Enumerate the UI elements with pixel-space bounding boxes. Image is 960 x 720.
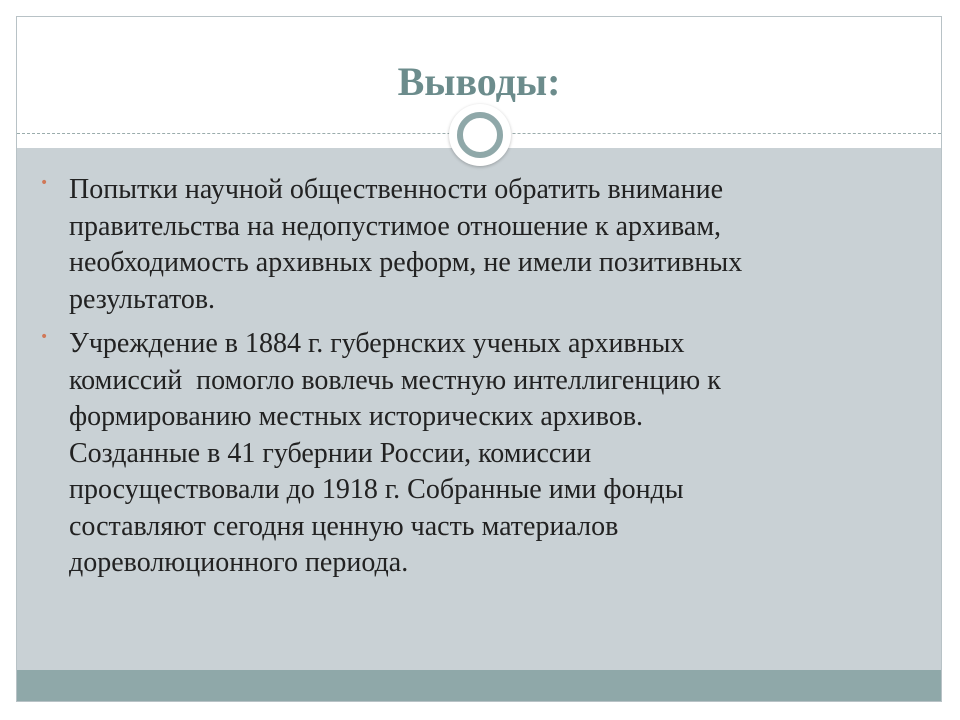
bullet-item [40, 326, 920, 582]
slide-title: Выводы: [397, 59, 561, 104]
bullet-line: просуществовали до 1918 г. Собранные ими фонды [69, 474, 684, 505]
bullet-line: результатов. [69, 283, 216, 315]
bullet-line: необходимость архивных реформ, не имели позитивных [69, 247, 743, 278]
bullet-item [40, 172, 920, 318]
bullet-line: правительства на недопустимое отношение к архивам, [69, 210, 722, 242]
bullet-line: Созданные в 41 губернии России, комиссии [69, 437, 592, 469]
bullet-line: формированию местных исторических архивов. [69, 401, 644, 432]
bullet-dot-icon: • [40, 329, 49, 345]
bullet-text [69, 326, 920, 582]
bullet-line: Попытки научной общественности обратить внимание [69, 174, 723, 205]
bullet-line: дореволюционного периода. [69, 547, 409, 578]
circle-ornament-icon [449, 104, 511, 166]
circle-ornament-inner [457, 112, 503, 158]
bullet-line: Учреждение в 1884 г. губернских ученых архивных [69, 328, 685, 359]
bullet-line: составляют сегодня ценную часть материалов [69, 510, 619, 542]
bullet-dot-icon: • [40, 175, 49, 191]
bullet-list [40, 172, 920, 590]
bullet-line: комиссий помогло вовлечь местную интеллигенцию к [69, 364, 721, 396]
bullet-text [69, 172, 920, 318]
footer-band [17, 670, 941, 701]
